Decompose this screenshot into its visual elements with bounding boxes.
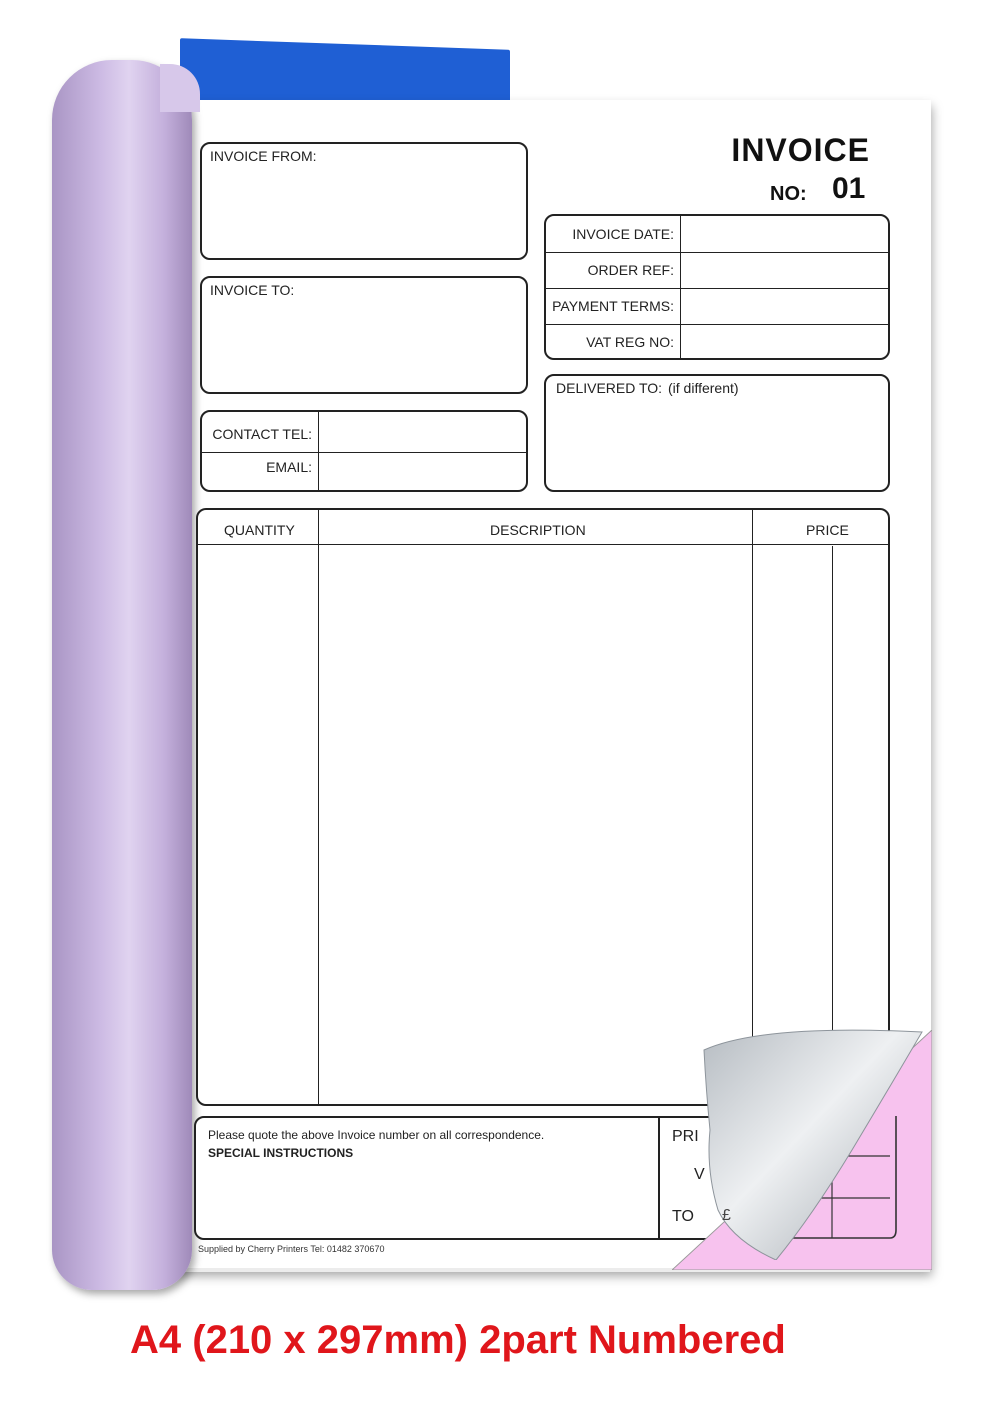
invoice-title: INVOICE xyxy=(731,132,870,168)
col-price-header: PRICE xyxy=(806,522,849,538)
quote-note: Please quote the above Invoice number on all correspondence. xyxy=(208,1128,545,1142)
product-caption: A4 (210 x 297mm) 2part Numbered xyxy=(130,1318,786,1362)
invoice-to-box[interactable] xyxy=(200,276,528,394)
contact-tel-label: CONTACT TEL: xyxy=(212,426,312,442)
email-field[interactable] xyxy=(320,454,526,490)
invoice-no-value: 01 xyxy=(832,172,866,205)
invoice-from-label: INVOICE FROM: xyxy=(210,148,317,164)
order-ref-field[interactable] xyxy=(682,253,888,288)
items-table xyxy=(196,508,890,1106)
invoice-date-label: INVOICE DATE: xyxy=(572,226,674,242)
vat-reg-field[interactable] xyxy=(682,325,888,358)
pound-sign: £ xyxy=(722,1207,731,1224)
totals-label-vat: V xyxy=(694,1166,705,1183)
special-instructions-label: SPECIAL INSTRUCTIONS xyxy=(208,1146,354,1160)
totals-label-total: TO xyxy=(672,1208,694,1225)
delivered-to-box[interactable] xyxy=(544,374,890,492)
col-quantity-header: QUANTITY xyxy=(224,522,295,538)
supplier-note: Supplied by Cherry Printers Tel: 01482 370670 xyxy=(198,1244,385,1254)
invoice-from-box[interactable] xyxy=(200,142,528,260)
invoice-date-field[interactable] xyxy=(682,216,888,252)
payment-terms-field[interactable] xyxy=(682,289,888,324)
delivered-to-label: DELIVERED TO: xyxy=(556,380,663,396)
contact-tel-field[interactable] xyxy=(320,412,526,452)
email-label: EMAIL: xyxy=(266,459,312,475)
order-ref-label: ORDER REF: xyxy=(587,262,674,278)
totals-label-price: PRI xyxy=(672,1128,699,1145)
invoice-details-box xyxy=(544,214,890,360)
invoice-to-label: INVOICE TO: xyxy=(210,282,295,298)
payment-terms-label: PAYMENT TERMS: xyxy=(552,298,674,314)
invoice-no-label: NO: xyxy=(770,183,807,205)
quantity-column-area[interactable] xyxy=(198,546,318,1104)
vat-reg-label: VAT REG NO: xyxy=(586,334,674,350)
special-instructions-box[interactable] xyxy=(194,1116,660,1240)
col-description-header: DESCRIPTION xyxy=(490,522,586,538)
contact-box xyxy=(200,410,528,492)
delivered-to-note: (if different) xyxy=(668,380,739,396)
rolled-cover xyxy=(52,60,192,1290)
page-curl xyxy=(692,1020,932,1260)
description-column-area[interactable] xyxy=(320,546,752,1104)
